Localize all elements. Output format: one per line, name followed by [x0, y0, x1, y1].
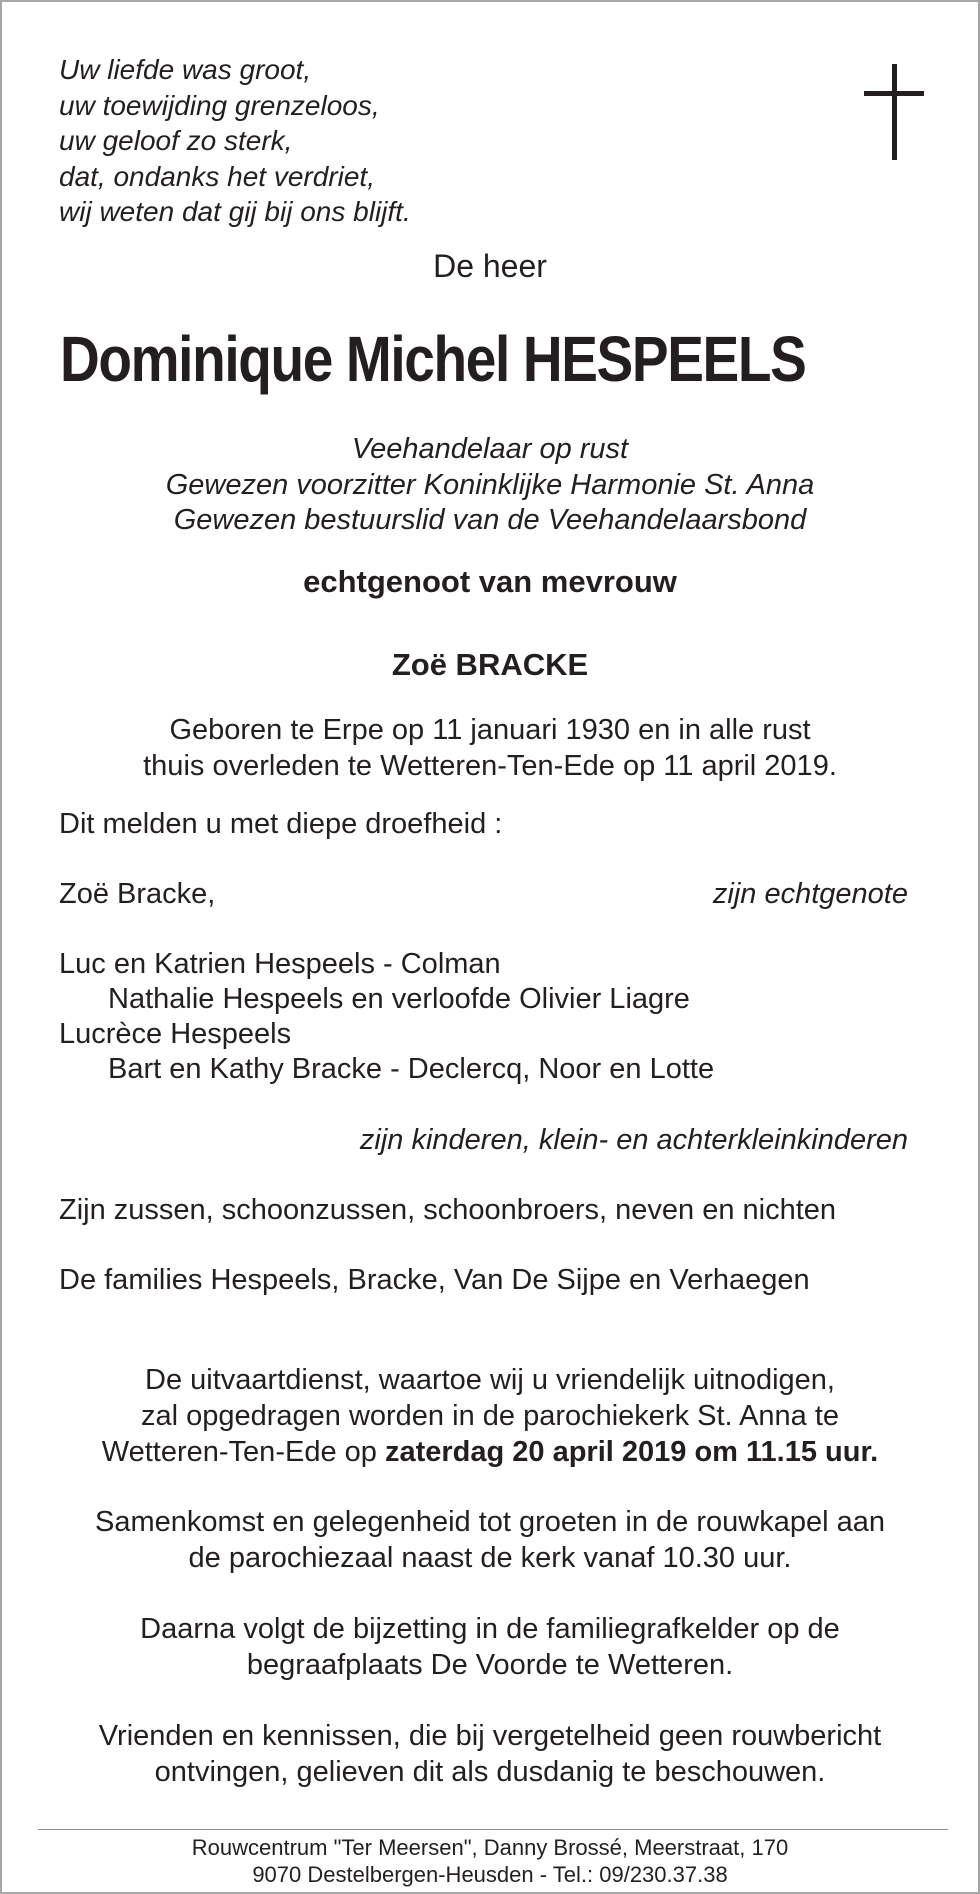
gathering-line: de parochiezaal naast de kerk vanaf 10.30 uur.: [188, 1542, 792, 1574]
gathering: [2, 1504, 978, 1576]
poem-line: dat, ondanks het verdriet,: [59, 160, 375, 192]
poem: [59, 52, 411, 230]
spouse-entry-role: zijn echtgenote: [712, 878, 908, 910]
dates-line: thuis overleden te Wetteren-Ten-Ede op 11 april 2019.: [143, 750, 837, 782]
deceased-name: Dominique Michel HESPEELS: [60, 323, 806, 395]
poem-line: Uw liefde was groot,: [59, 54, 312, 85]
service-line: [2, 1434, 978, 1470]
burial: [2, 1611, 978, 1683]
spouse-name: Zoë BRACKE: [391, 647, 589, 682]
closing: [2, 1718, 978, 1790]
child-entry: Lucrèce Hespeels: [59, 1018, 292, 1050]
footer-line: Rouwcentrum "Ter Meersen", Danny Brossé, Meerstraat, 170: [191, 1835, 789, 1860]
title-line: Veehandelaar op rust: [351, 433, 629, 465]
funeral-service: [2, 1362, 978, 1470]
service-line: De uitvaartdienst, waartoe wij u vriendelijk uitnodigen,: [145, 1364, 835, 1396]
spouse-entry-name: Zoë Bracke,: [59, 878, 216, 910]
closing-line: ontvingen, gelieven dit als dusdanig te beschouwen.: [154, 1756, 826, 1788]
service-location: Wetteren-Ten-Ede op: [101, 1436, 385, 1468]
funeral-home-footer: [2, 1834, 978, 1888]
footer-divider: [38, 1829, 948, 1830]
burial-line: begraafplaats De Voorde te Wetteren.: [246, 1649, 734, 1681]
poem-line: wij weten dat gij bij ons blijft.: [59, 196, 411, 227]
birth-death-dates: [2, 712, 978, 784]
dates-line: Geboren te Erpe op 11 januari 1930 en in alle rust: [169, 714, 811, 746]
poem-line: uw toewijding grenzeloos,: [59, 89, 380, 121]
siblings: Zijn zussen, schoonzussen, schoonbroers, neven en nichten: [59, 1194, 837, 1226]
service-line: zal opgedragen worden in de parochiekerk St. Anna te: [140, 1400, 840, 1432]
poem-line: uw geloof zo sterk,: [59, 125, 293, 156]
title-line: Gewezen bestuurslid van de Veehandelaarsbond: [173, 504, 807, 536]
grandchild-entry: Bart en Kathy Bracke - Declercq, Noor en Lotte: [108, 1053, 715, 1085]
title-line: Gewezen voorzitter Koninklijke Harmonie St. Anna: [165, 468, 815, 501]
gathering-line: Samenkomst en gelegenheid tot groeten in de rouwkapel aan: [95, 1506, 885, 1538]
child-entry: Luc en Katrien Hespeels - Colman: [59, 948, 501, 980]
service-datetime: zaterdag 20 april 2019 om 11.15 uur.: [384, 1436, 879, 1468]
burial-line: Daarna volgt de bijzetting in de familiegrafkelder op de: [140, 1613, 840, 1645]
spouse-intro: echtgenoot van mevrouw: [303, 564, 677, 599]
salutation: De heer: [433, 248, 547, 284]
footer-line: 9070 Destelbergen-Heusden - Tel.: 09/230.37.38: [252, 1862, 728, 1887]
grandchild-entry: Nathalie Hespeels en verloofde Olivier Liagre: [108, 983, 690, 1015]
children-role: zijn kinderen, klein- en achterkleinkinderen: [359, 1124, 908, 1156]
titles: [2, 432, 978, 539]
closing-line: Vrienden en kennissen, die bij vergetelheid geen rouwbericht: [98, 1720, 882, 1752]
latin-cross-icon: [864, 64, 924, 160]
announcement: Dit melden u met diepe droefheid :: [59, 808, 503, 840]
families: De families Hespeels, Bracke, Van De Sijpe en Verhaegen: [59, 1264, 810, 1296]
